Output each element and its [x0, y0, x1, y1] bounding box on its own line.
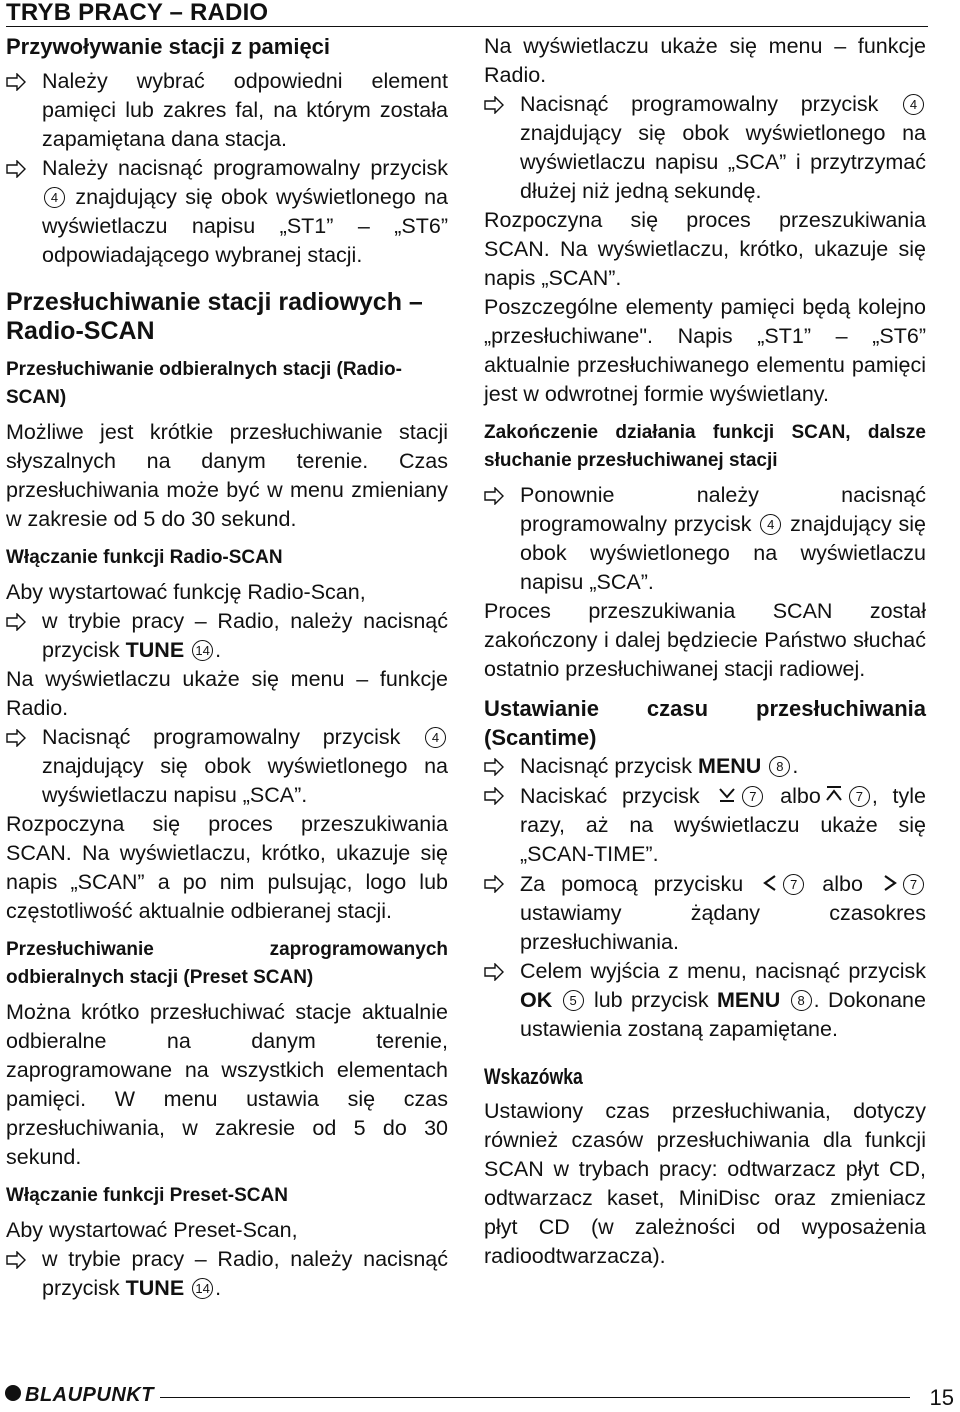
- page-header: [6, 0, 928, 27]
- instruction-item: w trybie pracy – Radio, należy nacisnąć przycisk TUNE 14 .: [6, 1245, 448, 1303]
- right-column: [484, 32, 926, 1271]
- brand-logo: [4, 1384, 154, 1407]
- instruction-text: ustawiamy żądany czasokres przesłuchiwania.: [520, 901, 926, 954]
- arrow-bullet-icon: [6, 67, 42, 96]
- instruction-text: Nacisnąć przycisk: [520, 754, 693, 778]
- button-number-badge: 7: [742, 786, 763, 807]
- button-number-badge: 8: [769, 756, 790, 777]
- instruction-item: [6, 154, 448, 270]
- brand-dot-icon: [4, 1384, 22, 1407]
- arrow-bullet-icon: [484, 781, 520, 810]
- key-label: TUNE: [125, 638, 185, 662]
- key-label: MENU: [698, 754, 762, 778]
- paragraph: Możliwe jest krótkie przesłuchiwanie stacji słyszalnych na danym terenie. Czas przesłuchiwania może być w menu zmieniany w zakresie od 5 do 30 sekund.: [6, 420, 448, 531]
- subheading-radio-scan: Przesłuchiwanie odbieralnych stacji (Radio-SCAN): [6, 359, 402, 408]
- instruction-text: w trybie pracy – Radio, należy nacisnąć przycisk: [42, 609, 448, 662]
- key-label: OK: [520, 988, 553, 1012]
- button-number-badge: 4: [44, 187, 65, 208]
- paragraph: Można krótko przesłuchiwać stacje aktualnie odbieralne na danym terenie, zaprogramowane na wszystkich elementach pamięci. W menu ustawia się czas przesłuchiwania, w zakresie od 5 do 30 sekund.: [6, 1000, 448, 1169]
- button-number-badge: 4: [425, 727, 446, 748]
- button-number-badge: 7: [903, 874, 924, 895]
- paragraph: Aby wystartować Preset-Scan,: [6, 1218, 298, 1242]
- arrow-bullet-icon: [484, 752, 520, 781]
- instruction-item: [6, 723, 448, 810]
- button-number-badge: 14: [192, 1278, 213, 1299]
- note-text: Ustawiony czas przesłuchiwania, dotyczy również czasów przesłuchiwania dla funkcji SCAN w trybach pracy: odtwarzacz płyt CD, odtwarzacz kaset, MiniDisc oraz zmieniacz płyt CD (w zależności od wyposażenia radioodtwarzacza).: [484, 1099, 926, 1268]
- button-number-badge: 4: [903, 94, 924, 115]
- arrow-bullet-icon: [6, 607, 42, 636]
- paragraph: Aby wystartować funkcję Radio-Scan,: [6, 580, 366, 604]
- instruction-text: znajdujący się obok wyświetlonego na wyświetlaczu napisu „ST1” – „ST6” odpowiadającego wybranej stacji.: [42, 185, 448, 267]
- left-column: [6, 32, 448, 1303]
- button-number-badge: 7: [783, 874, 804, 895]
- subheading-enable-preset-scan: Włączanie funkcji Preset-SCAN: [6, 1185, 288, 1206]
- instruction-text: , tyle razy, aż na wyświetlaczu ukaże się „SCAN-TIME”.: [520, 784, 926, 866]
- arrow-bullet-icon: [6, 154, 42, 183]
- instruction-text: Należy wybrać odpowiedni element pamięci lub zakres fal, na którym została zapamiętana dana stacja.: [42, 69, 448, 151]
- up-key-icon: [824, 781, 844, 810]
- instruction-item: [484, 90, 926, 206]
- instruction-item: [6, 67, 448, 154]
- down-key-icon: [717, 781, 737, 810]
- heading-recall-stations: Przywoływanie stacji z pamięci: [6, 34, 331, 59]
- paragraph: Na wyświetlaczu ukaże się menu – funkcje Radio.: [6, 667, 448, 720]
- left-key-icon: [762, 869, 778, 898]
- brand-name: BLAUPUNKT: [25, 1384, 154, 1406]
- paragraph: Proces przeszukiwania SCAN został zakończony i dalej będziecie Państwo słuchać ostatnio przesłuchiwanej stacji radiowej.: [484, 599, 926, 681]
- button-number-badge: 8: [791, 990, 812, 1011]
- instruction-text: Naciskać przycisk: [520, 784, 700, 808]
- paragraph: Poszczególne elementy pamięci będą kolejno „przesłuchiwane". Napis „ST1” – „ST6” aktualnie przesłuchiwanego elementu pamięci jest w odwrotnej formie wyświetlany.: [484, 295, 926, 406]
- instruction-text: Celem wyjścia z menu, nacisnąć przycisk: [520, 959, 926, 983]
- button-number-badge: 7: [849, 786, 870, 807]
- instruction-text: Ponownie należy nacisnąć programowalny przycisk: [520, 483, 926, 536]
- arrow-bullet-icon: [6, 1245, 42, 1274]
- right-key-icon: [882, 869, 898, 898]
- instruction-text: lub przycisk: [593, 988, 709, 1012]
- paragraph: Rozpoczyna się proces przeszukiwania SCAN. Na wyświetlaczu, krótko, ukazuje się napis „SCAN” a po nim pulsując, logo lub częstotliwość aktualnie odbieranej stacji.: [6, 812, 448, 923]
- footer-rule: [160, 1397, 910, 1398]
- arrow-bullet-icon: [484, 481, 520, 510]
- page-title: TRYB PRACY – RADIO: [6, 0, 269, 26]
- paragraph: Rozpoczyna się proces przeszukiwania SCAN. Na wyświetlaczu, krótko, ukazuje się napis „SCAN”.: [484, 208, 926, 290]
- instruction-text: Nacisnąć programowalny przycisk: [42, 725, 401, 749]
- instruction-item: w trybie pracy – Radio, należy nacisnąć przycisk TUNE 14 .: [6, 607, 448, 665]
- instruction-text: w trybie pracy – Radio, należy nacisnąć przycisk: [42, 1247, 448, 1300]
- arrow-bullet-icon: [484, 869, 520, 898]
- note-title: Wskazówka: [484, 1064, 583, 1089]
- heading-scantime: Ustawianie czasu przesłuchiwania (Scantime): [484, 696, 926, 750]
- instruction-text: znajdujący się obok wyświetlonego na wyświetlaczu napisu „SCA” i przytrzymać dłużej niż jedną sekundę.: [520, 121, 926, 203]
- key-label: TUNE: [125, 1276, 185, 1300]
- instruction-text: Nacisnąć programowalny przycisk: [520, 92, 879, 116]
- instruction-item: [484, 781, 926, 869]
- subheading-enable-radio-scan: Włączanie funkcji Radio-SCAN: [6, 547, 283, 568]
- instruction-text: Należy nacisnąć programowalny przycisk: [42, 156, 448, 180]
- instruction-item: [484, 869, 926, 957]
- arrow-bullet-icon: [484, 90, 520, 119]
- subheading-preset-scan: Przesłuchiwanie zaprogramowanych odbieralnych stacji (Preset SCAN): [6, 939, 448, 988]
- instruction-text: znajdujący się obok wyświetlonego na wyświetlaczu napisu „SCA”.: [520, 512, 926, 594]
- button-number-badge: 14: [192, 640, 213, 661]
- page-footer: [0, 1380, 960, 1410]
- instruction-text: znajdujący się obok wyświetlonego na wyświetlaczu napisu „SCA”.: [42, 754, 448, 807]
- paragraph: Na wyświetlaczu ukaże się menu – funkcje Radio.: [484, 34, 926, 87]
- button-number-badge: 5: [563, 990, 584, 1011]
- button-number-badge: 4: [760, 514, 781, 535]
- instruction-text: Za pomocą przycisku: [520, 872, 744, 896]
- subheading-end-scan: Zakończenie działania funkcji SCAN, dalsze słuchanie przesłuchiwanej stacji: [484, 422, 926, 471]
- instruction-text: albo: [822, 872, 863, 896]
- heading-radio-scan: Przesłuchiwanie stacji radiowych – Radio-SCAN: [6, 288, 423, 345]
- instruction-item: [484, 957, 926, 1044]
- instruction-text: albo: [780, 784, 821, 808]
- instruction-item: [484, 481, 926, 597]
- arrow-bullet-icon: [484, 957, 520, 986]
- instruction-item: Nacisnąć przycisk MENU 8 .: [484, 752, 926, 781]
- arrow-bullet-icon: [6, 723, 42, 752]
- instruction-text: . Dokonane ustawienia zostaną zapamiętane.: [520, 988, 926, 1041]
- page-number: 15: [929, 1385, 954, 1410]
- key-label: MENU: [716, 988, 781, 1012]
